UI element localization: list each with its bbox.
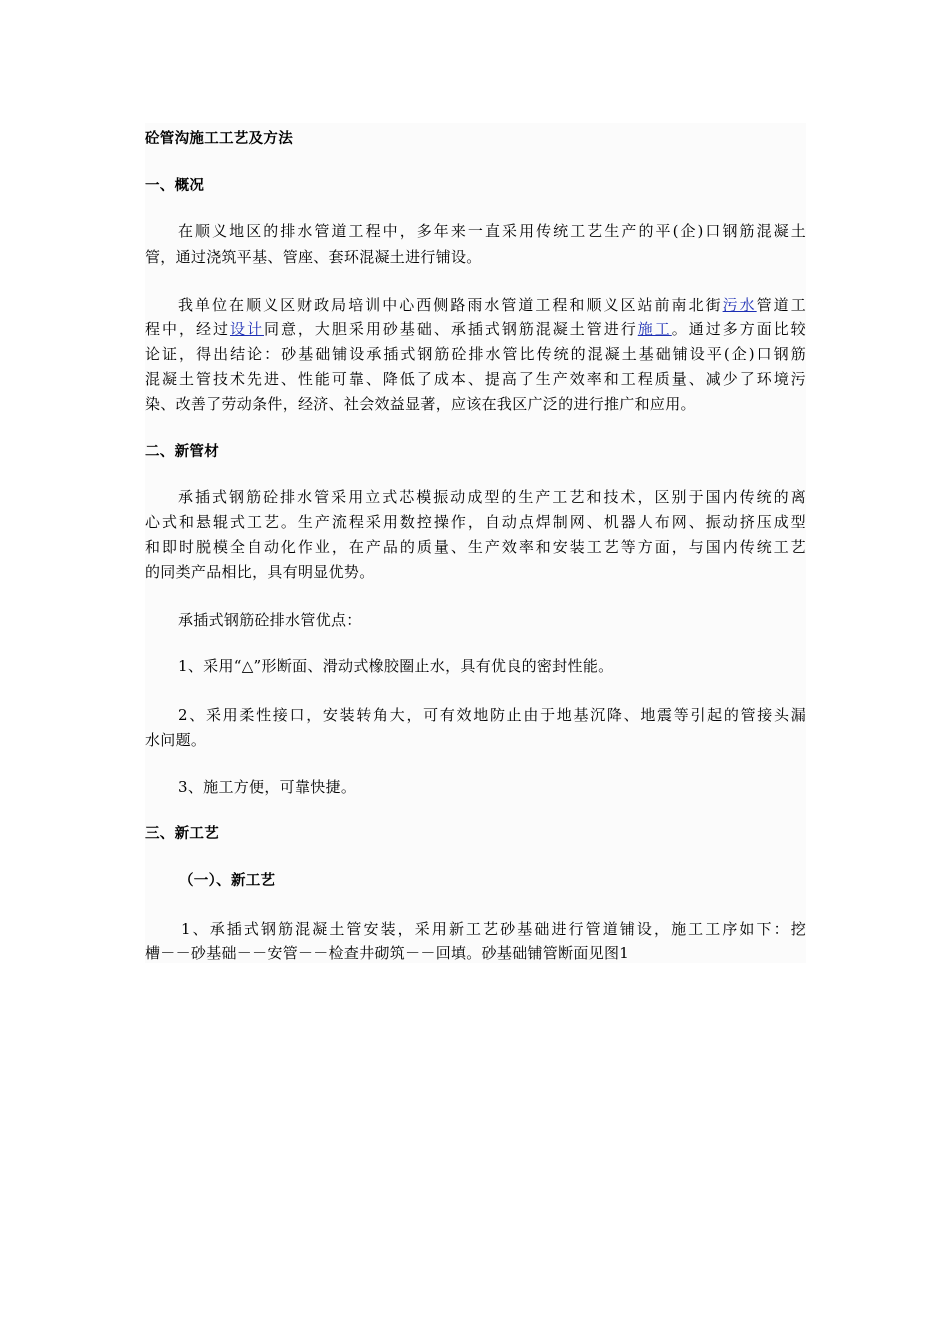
paragraph-line: 管，通过浇筑平基、管座、套环混凝土进行铺设。: [145, 248, 482, 266]
list-item-continuation: 水问题。: [145, 731, 207, 749]
section-heading-new-pipe: 二、新管材: [145, 443, 219, 460]
paragraph-line: 论证，得出结论：砂基础铺设承插式钢筋砼排水管比传统的混凝土基础铺设平(企)口钢筋: [145, 345, 806, 363]
link-sewage[interactable]: 污水: [722, 296, 757, 314]
paragraph-line: 的同类产品相比，具有明显优势。: [145, 563, 375, 581]
subsection-heading: （一）、新工艺: [179, 872, 276, 889]
list-item: 3、施工方便，可靠快捷。: [178, 778, 357, 796]
paragraph-line: 承插式钢筋砼排水管采用立式芯模振动成型的生产工艺和技术，区别于国内传统的离: [178, 488, 806, 506]
paragraph-line: 承插式钢筋砼排水管优点：: [178, 611, 362, 629]
list-item: 2、采用柔性接口，安装转角大，可有效地防止由于地基沉降、地震等引起的管接头漏: [178, 706, 806, 724]
section-heading-new-process: 三、新工艺: [145, 825, 219, 842]
paragraph-line: 心式和悬辊式工艺。生产流程采用数控操作，自动点焊制网、机器人布网、振动挤压成型: [145, 513, 806, 531]
paragraph-line: 1、承插式钢筋混凝土管安装，采用新工艺砂基础进行管道铺设，施工工序如下：挖: [181, 920, 806, 938]
link-design[interactable]: 设计: [229, 320, 264, 338]
paragraph-line: 槽－－砂基础－－安管－－检查井砌筑－－回填。砂基础铺管断面见图1: [145, 944, 630, 962]
paragraph-line: 我单位在顺义区财政局培训中心西侧路雨水管道工程和顺义区站前南北街污水管道工: [178, 296, 806, 314]
link-construction[interactable]: 施工: [637, 320, 672, 338]
paragraph-line: 混凝土管技术先进、性能可靠、降低了成本、提高了生产效率和工程质量、减少了环境污: [145, 370, 806, 388]
document-title: 砼管沟施工工艺及方法: [145, 130, 293, 147]
paragraph-line: 程中，经过设计同意，大胆采用砂基础、承插式钢筋混凝土管进行施工。通过多方面比较: [145, 320, 806, 338]
section-heading-overview: 一、概况: [145, 177, 205, 194]
paragraph-line: 染、改善了劳动条件，经济、社会效益显著，应该在我区广泛的进行推广和应用。: [145, 395, 696, 413]
list-item: 1、采用“△”形断面、滑动式橡胶圈止水，具有优良的密封性能。: [178, 657, 614, 675]
paragraph-line: 在顺义地区的排水管道工程中，多年来一直采用传统工艺生产的平(企)口钢筋混凝土: [178, 222, 806, 240]
document-body: [145, 123, 806, 963]
paragraph-line: 和即时脱模全自动化作业，在产品的质量、生产效率和安装工艺等方面，与国内传统工艺: [145, 538, 806, 556]
